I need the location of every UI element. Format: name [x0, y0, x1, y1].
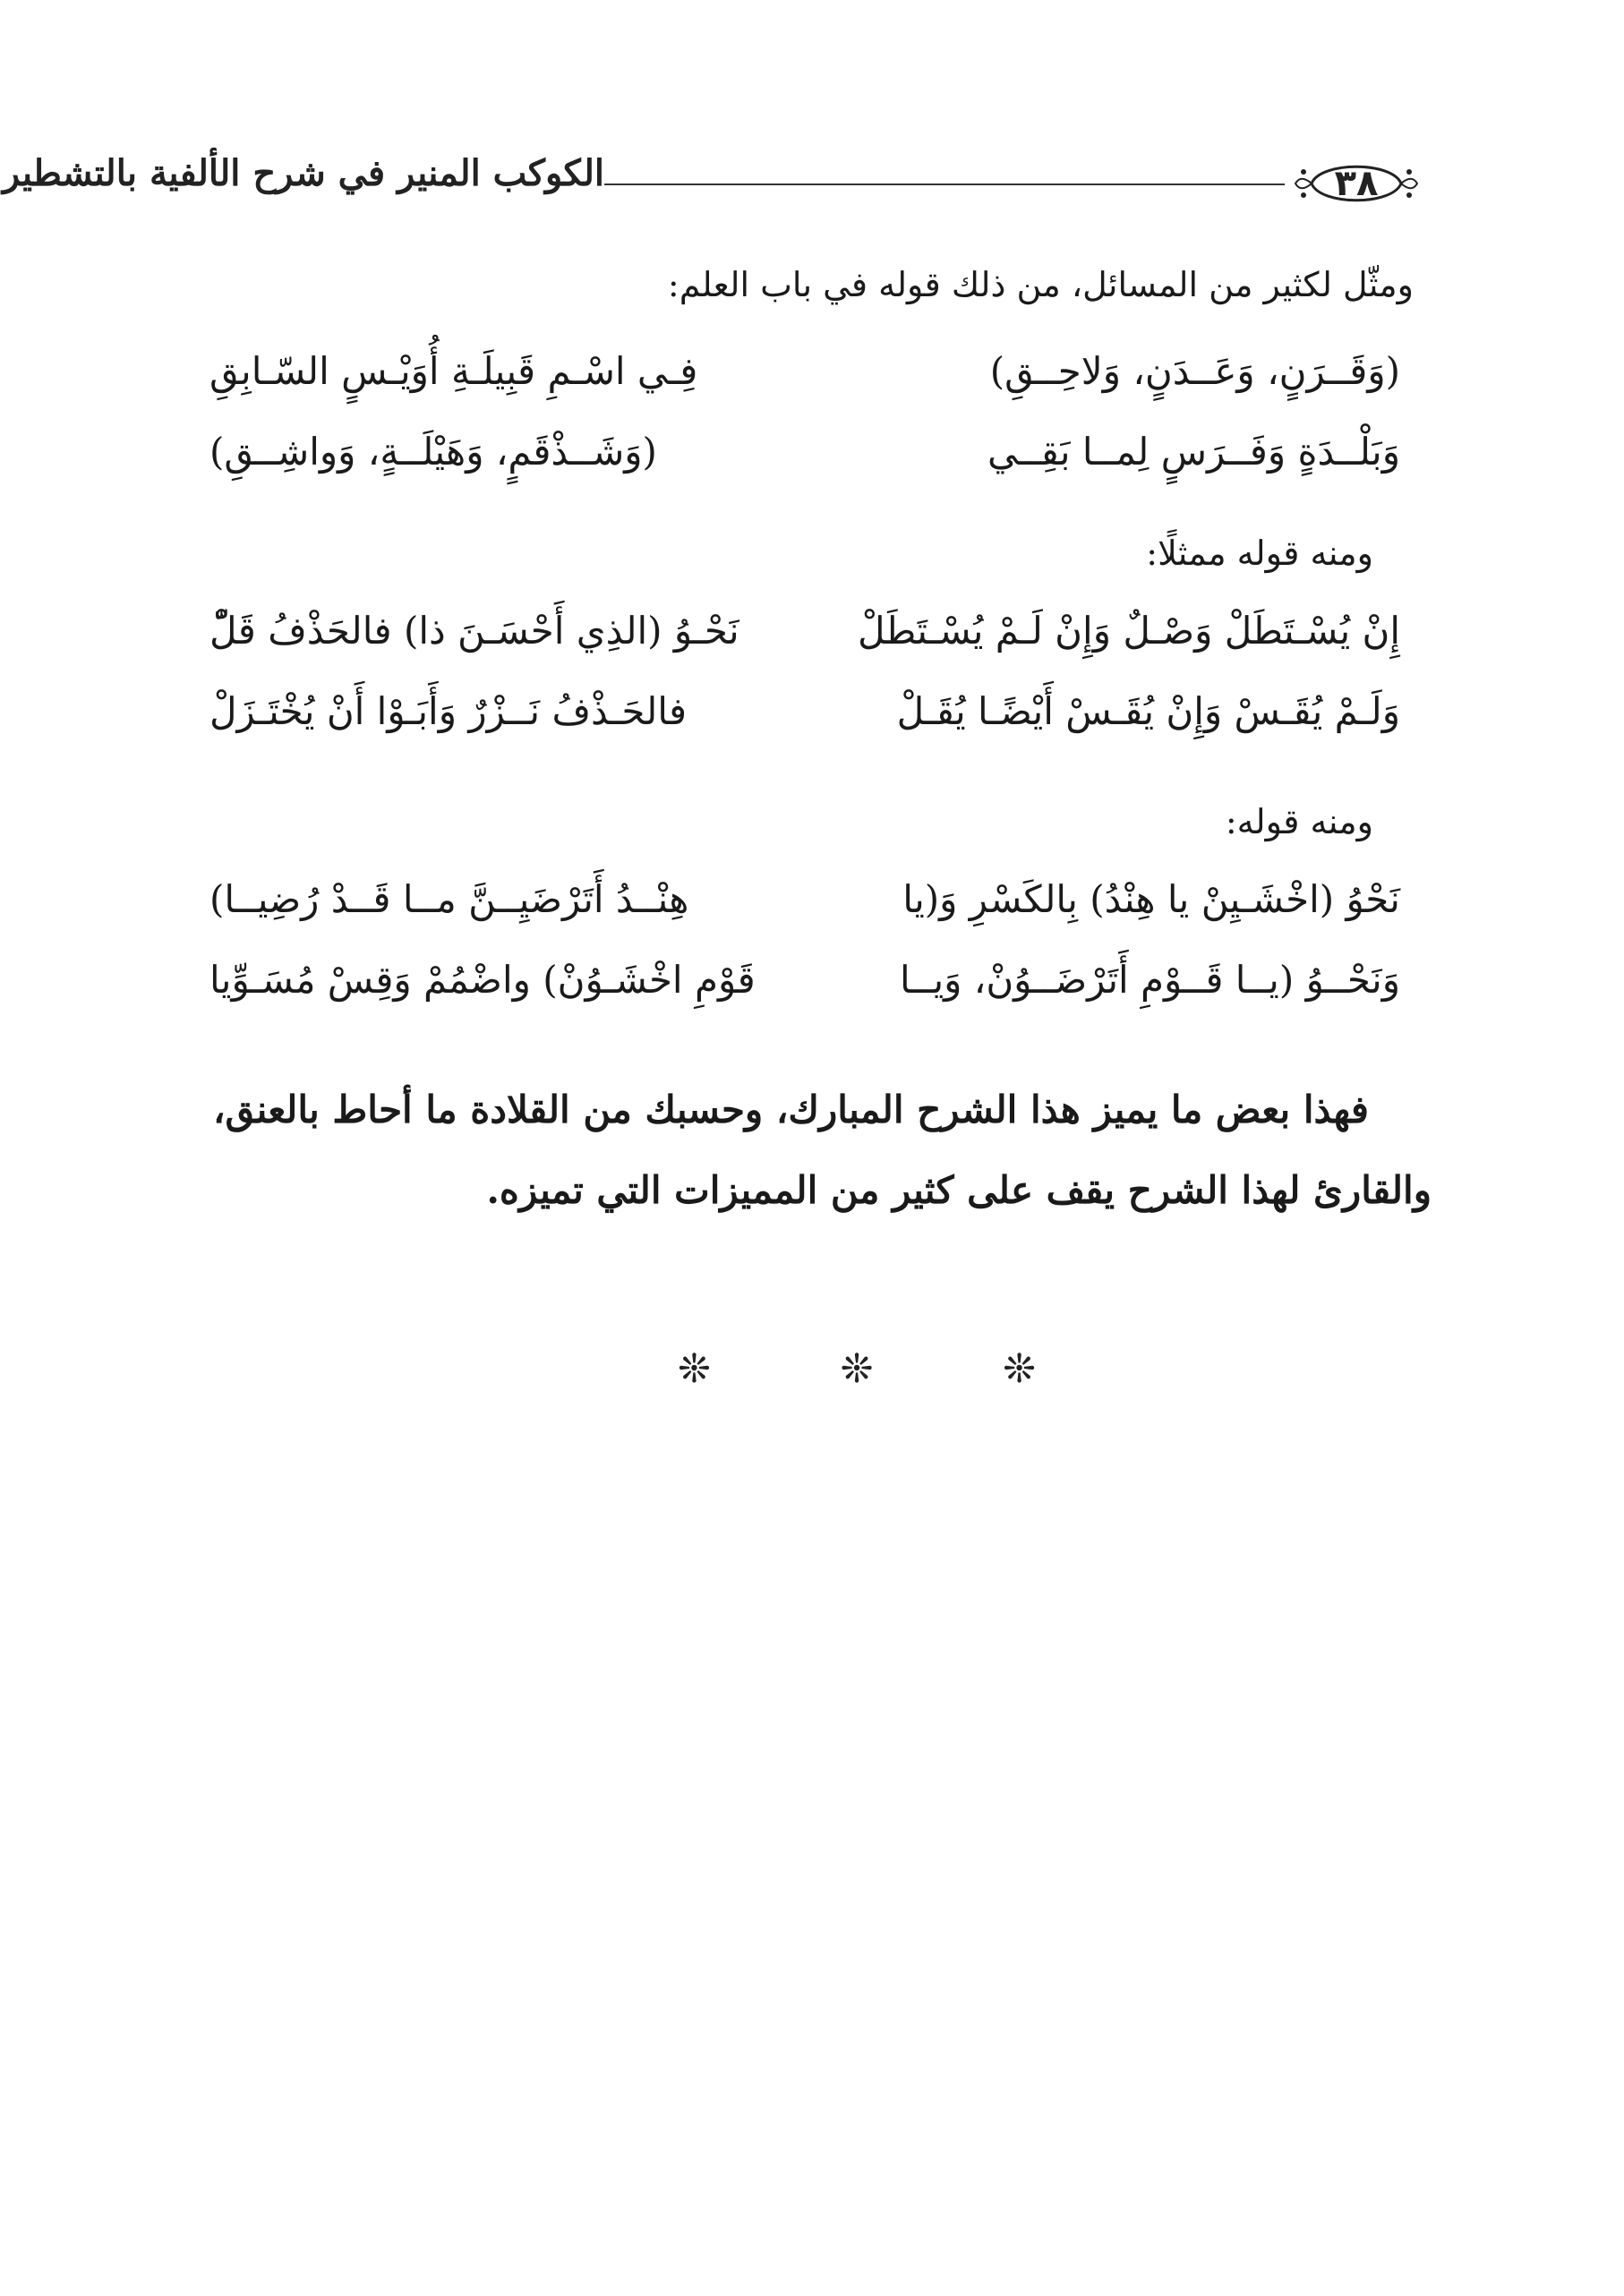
header-rule: [604, 184, 1285, 185]
verse-line: [209, 689, 1400, 770]
closing-paragraph-line-1: فهذا بعض ما يميز هذا الشرح المبارك، وحسبك من القلادة ما أحاط بالعنق،: [213, 1088, 1369, 1131]
verse-second-hemistich: نَحْـوُ (الذِي أَحْسَـنَ ذا) فالحَذْفُ قَلّْ: [209, 609, 739, 653]
verse-line: [209, 349, 1400, 430]
running-title: الكوكب المنير في شرح الألفية بالتشطير: [2, 152, 604, 194]
section-end-ornament: [678, 1343, 1036, 1396]
page-number-badge: [1294, 152, 1419, 215]
asterism-icon: ❊: [1003, 1346, 1036, 1392]
verse-line: [209, 609, 1400, 689]
intro-paragraph-1: ومثّل لكثير من المسائل، من ذلك قوله في باب العلم:: [667, 265, 1414, 304]
verse-first-hemistich: وَلَـمْ يُقَـسْ وَإِنْ يُقَـسْ أَيْضًـا يُقَـلْ: [896, 689, 1400, 733]
verse-line: [209, 877, 1400, 958]
verse-block-1: [209, 349, 1400, 510]
verse-second-hemistich: فالحَـذْفُ نَــزْرٌ وَأَبَـوْا أَنْ يُخْتَـزَلْ: [209, 689, 688, 733]
verse-first-hemistich: (وَقَــرَنٍ، وَعَــدَنٍ، وَلاحِــقِ): [989, 349, 1400, 393]
verse-second-hemistich: هِنْــدُ أَتَرْضَيِــنَّ مــا قَــدْ رُضِيــا): [209, 877, 689, 921]
intro-paragraph-2: ومنه قوله ممثلًا:: [1146, 533, 1373, 573]
running-header: [2, 134, 1419, 242]
verse-first-hemistich: نَحْوُ (اخْشَـيِنْ يا هِنْدُ) بِالكَسْرِ وَ(يا: [902, 877, 1400, 921]
verse-second-hemistich: (وَشَــذْقَمٍ، وَهَيْلَــةٍ، وَواشِــقِ): [209, 430, 657, 474]
verse-block-3: [209, 877, 1400, 1038]
closing-paragraph-line-2: والقارئ لهذا الشرح يقف على كثير من المميزات التي تميزه.: [486, 1168, 1432, 1212]
verse-line: [209, 430, 1400, 510]
verse-block-2: [209, 609, 1400, 770]
verse-first-hemistich: وَنَحْــوُ (يــا قَــوْمِ أَتَرْضَــوُنْ، وَيــا: [900, 958, 1400, 1002]
intro-paragraph-3: ومنه قوله:: [1225, 802, 1373, 841]
verse-line: [209, 958, 1400, 1038]
asterism-icon: ❊: [678, 1346, 711, 1392]
verse-second-hemistich: قَوْمِ اخْشَـوُنْ) واضْمُمْ وَقِسْ مُسَـوِّيا: [209, 958, 756, 1002]
verse-first-hemistich: إِنْ يُسْـتَطَلْ وَصْـلٌ وَإِنْ لَـمْ يُسْـتَطَلْ: [858, 609, 1400, 653]
verse-first-hemistich: وَبَلْــدَةٍ وَفَــرَسٍ لِمــا بَقِــي: [987, 430, 1400, 474]
verse-second-hemistich: فِـي اسْـمِ قَبِيلَـةِ أُوَيْـسٍ السّـابِقِ: [209, 349, 698, 393]
asterism-icon: ❊: [840, 1346, 874, 1392]
page-number: ٣٨: [1334, 163, 1379, 204]
